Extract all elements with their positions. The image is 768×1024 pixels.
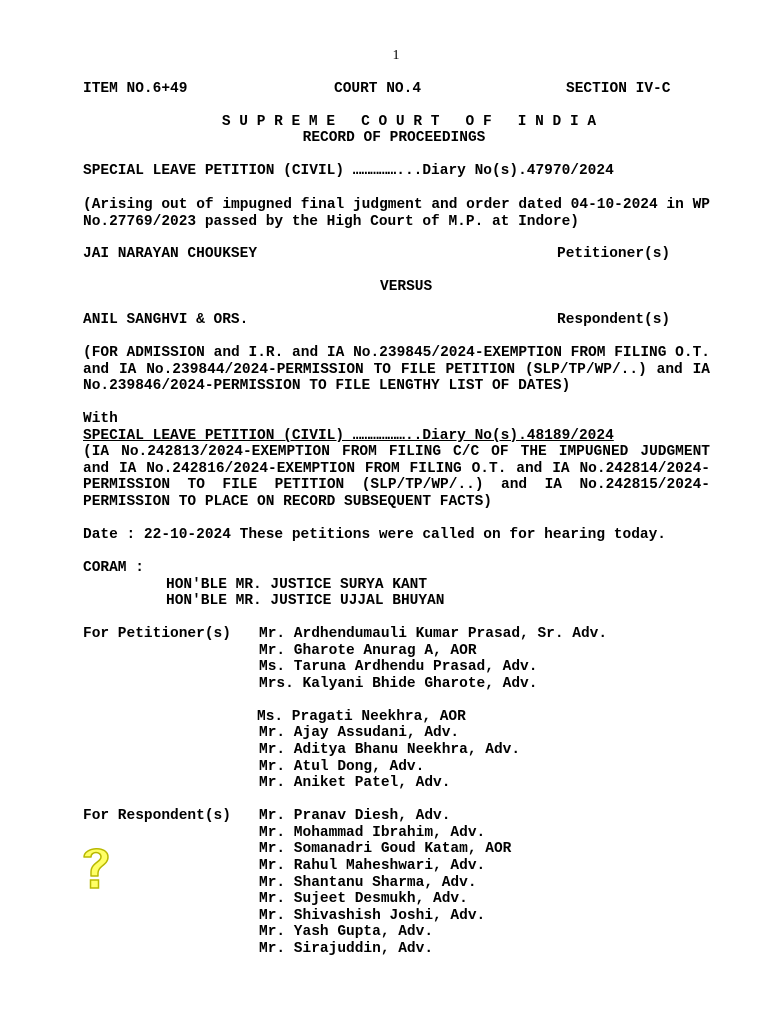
- petitioner-counsel-label: For Petitioner(s): [83, 626, 231, 642]
- petitioner-label: Petitioner(s): [557, 246, 671, 262]
- counsel-name: Mr. Rahul Maheshwari, Adv.: [259, 858, 486, 874]
- section-label: SECTION IV-C: [566, 81, 671, 97]
- ia-applications: (FOR ADMISSION and I.R. and IA No.239845/2024-EXEMPTION FROM FILING O.T. and IA No.239844/2024-PERMISSION TO FILE PETITION (SLP/TP/WP/..) and IA No.239846/2024-PERMISSION TO FILE LENGTHY LIST OF DATES): [83, 345, 710, 394]
- petitioner-name: JAI NARAYAN CHOUKSEY: [83, 246, 258, 262]
- counsel-name: Ms. Taruna Ardhendu Prasad, Adv.: [259, 659, 538, 675]
- counsel-name: Mr. Mohammad Ibrahim, Adv.: [259, 825, 486, 841]
- counsel-name: Mrs. Kalyani Bhide Gharote, Adv.: [259, 676, 538, 692]
- respondent-name: ANIL SANGHVI & ORS.: [83, 312, 249, 328]
- page-number: 1: [392, 48, 400, 63]
- petition-line: SPECIAL LEAVE PETITION (CIVIL) ……………...Diary No(s).47970/2024: [83, 163, 614, 179]
- second-petition-line: SPECIAL LEAVE PETITION (CIVIL) ………………..Diary No(s).48189/2024: [83, 428, 614, 444]
- counsel-name: Mr. Aditya Bhanu Neekhra, Adv.: [259, 742, 521, 758]
- counsel-name: Mr. Pranav Diesh, Adv.: [259, 808, 451, 824]
- versus-label: VERSUS: [380, 279, 433, 295]
- court-title: S U P R E M E C O U R T O F I N D I A: [221, 114, 597, 130]
- court-number: COURT NO.4: [334, 81, 422, 97]
- counsel-name: Mr. Atul Dong, Adv.: [259, 759, 425, 775]
- question-mark-icon-glyph: [80, 843, 112, 891]
- judge-name: HON'BLE MR. JUSTICE SURYA KANT: [166, 577, 428, 593]
- counsel-name: Mr. Somanadri Goud Katam, AOR: [259, 841, 512, 857]
- counsel-name: Mr. Sujeet Desmukh, Adv.: [259, 891, 468, 907]
- counsel-name: Mr. Shivashish Joshi, Adv.: [259, 908, 486, 924]
- counsel-name: Ms. Pragati Neekhra, AOR: [257, 709, 466, 725]
- question-mark-icon[interactable]: [80, 843, 112, 891]
- counsel-name: Mr. Sirajuddin, Adv.: [259, 941, 434, 957]
- respondent-counsel-label: For Respondent(s): [83, 808, 231, 824]
- arising-text: (Arising out of impugned final judgment and order dated 04-10-2024 in WP No.27769/2023 passed by the High Court of M.P. at Indore): [83, 197, 710, 230]
- counsel-name: Mr. Ardhendumauli Kumar Prasad, Sr. Adv.: [259, 626, 608, 642]
- judge-name: HON'BLE MR. JUSTICE UJJAL BHUYAN: [166, 593, 445, 609]
- coram-label: CORAM :: [83, 560, 144, 576]
- with-label: With: [83, 411, 118, 427]
- respondent-label: Respondent(s): [557, 312, 671, 328]
- counsel-name: Mr. Aniket Patel, Adv.: [259, 775, 451, 791]
- hearing-date-line: Date : 22-10-2024 These petitions were called on for hearing today.: [83, 527, 666, 543]
- counsel-name: Mr. Shantanu Sharma, Adv.: [259, 875, 477, 891]
- record-title: RECORD OF PROCEEDINGS: [302, 130, 486, 146]
- second-ia-applications: (IA No.242813/2024-EXEMPTION FROM FILING C/C OF THE IMPUGNED JUDGMENT and IA No.242816/2024-EXEMPTION FROM FILING O.T. and IA No.242814/2024-PERMISSION TO FILE PETITION (SLP/TP/WP/..) and IA No.242815/2024-PERMISSION TO PLACE ON RECORD SUBSEQUENT FACTS): [83, 444, 710, 510]
- counsel-name: Mr. Ajay Assudani, Adv.: [259, 725, 460, 741]
- counsel-name: Mr. Gharote Anurag A, AOR: [259, 643, 477, 659]
- item-number: ITEM NO.6+49: [83, 81, 188, 97]
- counsel-name: Mr. Yash Gupta, Adv.: [259, 924, 434, 940]
